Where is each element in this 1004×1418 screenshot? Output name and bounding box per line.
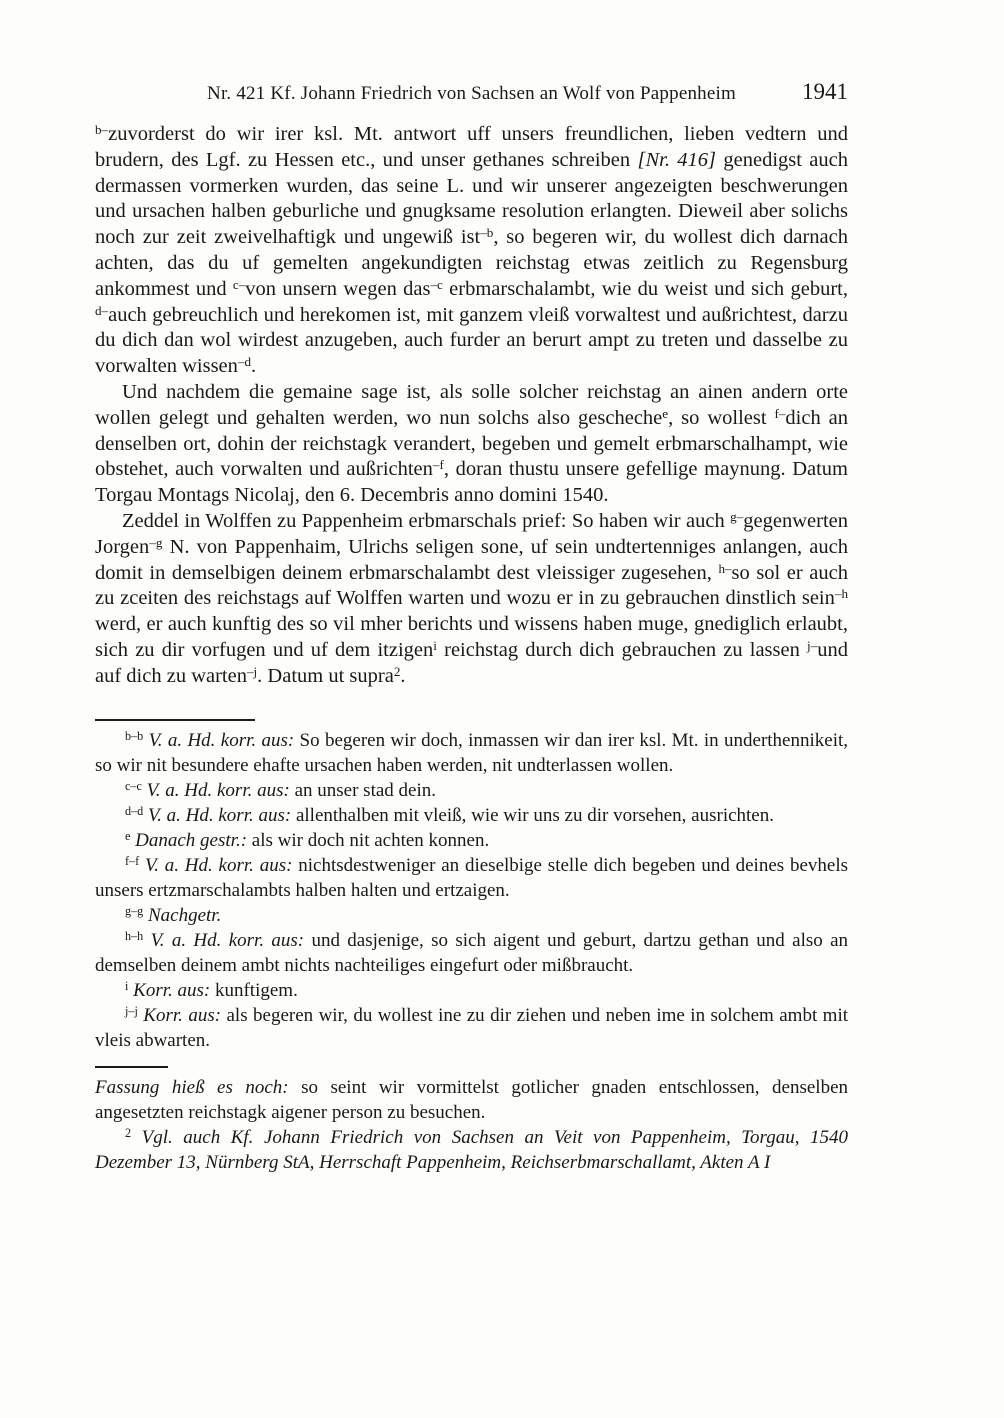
apparatus-footnote: $^{j-j}$ Korr. aus: als begeren wir, du wollest ine zu dir ziehen und neben ime in solchem ambt mit vleis abwarten. xyxy=(95,1004,849,1051)
letter-paragraph: $^{b-}$zuvorderst do wir irer ksl. Mt. antwort uff unsers freundlichen, lieben vedtern und brudern, des Lgf. zu Hessen etc., und unser gethanes schreiben [Nr. 416] genedigst auch dermassen vormerken wurden, das seine L. und wir unserer angezeigten beschwerungen und ursachen halben geburliche und gnugksame resolution erlangten. Dieweil aber solichs noch zur zeit zweivelhaftigk und ungewiß ist$^{-b}$, so begeren wir, du wollest dich darnach achten, das du uf gemelten angekundigten reichstag etwas zeitlich zu Regensburg ankommest und $^{c-}$von unsern wegen das$^{-c}$ erbmarschalambt, wie du weist und sich geburt, $^{d-}$auch gebreuchlich und herekomen ist, mit ganzem vleiß vorwaltest und außrichtest, darzu du dich dan wol wirdest anzugeben, auch furder an berurt ampt zu treten und dasselbe zu vorwalten wissen$^{-d}$. xyxy=(95,122,848,378)
commentary-footnotes xyxy=(95,1075,848,1175)
apparatus-footnote: $^{g-g}$ Nachgetr. xyxy=(125,904,222,926)
apparatus-footnote: $^{h-h}$ V. a. Hd. korr. aus: und dasjenige, so sich aigent und geburt, dartzu gethan und also an demselben deinem ambt nichts nachteiliges eingefurt oder mißbraucht. xyxy=(95,929,849,976)
apparatus-separator-rule xyxy=(95,719,255,721)
letter-text xyxy=(95,122,848,690)
apparatus-footnote: $^{b-b}$ V. a. Hd. korr. aus: So begeren wir doch, inmassen wir dan irer ksl. Mt. in underthennikeit, so wir nit besundere ehafte ursachen haben werden, nit undterlassen wollen. xyxy=(95,729,849,776)
footnote-continuation-rule xyxy=(95,1066,168,1068)
critical-apparatus xyxy=(95,728,848,1053)
apparatus-footnote: $^e$ Danach gestr.: als wir doch nit achten konnen. xyxy=(125,829,490,851)
apparatus-footnote: $^{d-d}$ V. a. Hd. korr. aus: allenthalben mit vleiß, wie wir uns zu dir vorsehen, ausrichten. xyxy=(125,804,774,826)
commentary-footnote: $^2$ Vgl. auch Kf. Johann Friedrich von Sachsen an Veit von Pappenheim, Torgau, 1540 Dezember 13, Nürnberg StA, Herrschaft Pappenheim, Reichserbmarschallamt, Akten A I xyxy=(95,1126,849,1173)
running-header-title: Nr. 421 Kf. Johann Friedrich von Sachsen an Wolf von Pappenheim xyxy=(207,83,736,104)
apparatus-footnote: $^{c-c}$ V. a. Hd. korr. aus: an unser stad dein. xyxy=(125,779,436,801)
letter-paragraph: Und nachdem die gemaine sage ist, als solle solcher reichstag an ainen andern orte wollen gelegt und gehalten werden, wo nun solchs also gescheche$^e$, so wollest $^{f-}$dich an denselben ort, dohin der reichstagk verandert, begeben und gemelt erbmarschalhampt, wie obstehet, auch vorwalten und außrichten$^{-f}$, doran thustu unsere gefellige maynung. Datum Torgau Montags Nicolaj, den 6. Decembris anno domini 1540. xyxy=(95,380,848,507)
page-number: 1941 xyxy=(802,79,848,104)
letter-paragraph: Zeddel in Wolffen zu Pappenheim erbmarschals prief: So haben wir auch $^{g-}$gegenwerten Jorgen$^{-g}$ N. von Pappenhaim, Ulrichs seligen sone, uf sein undtertenniges anlangen, auch domit in demselbigen deinem erbmarschalambt dest vleissiger zugesehen, $^{h-}$so sol er auch zu zceiten des reichstags auf Wolffen warten und wozu er in zu gebrauchen dinstlich sein$^{-h}$ werd, er auch kunftig des so vil mher berichts und wissens haben muge, gnediglich erlaubt, sich zu dir vorfugen und uf dem itzigen$^i$ reichstag durch dich gebrauchen zu lassen $^{j-}$und auf dich zu warten$^{-j}$. Datum ut supra$^2$. xyxy=(95,509,848,687)
apparatus-footnote: $^i$ Korr. aus: kunftigem. xyxy=(125,979,298,1001)
running-header xyxy=(95,80,848,107)
commentary-footnote: Fassung hieß es noch: so seint wir vormittelst gotlicher gnaden entschlossen, denselben angesetzten reichstagk aigener person zu besuchen. xyxy=(95,1076,848,1123)
apparatus-footnote: $^{f-f}$ V. a. Hd. korr. aus: nichtsdestweniger an dieselbige stelle dich begeben und deines bevhels unsers ertzmarschalambts halben halten und ertzaigen. xyxy=(95,854,849,901)
